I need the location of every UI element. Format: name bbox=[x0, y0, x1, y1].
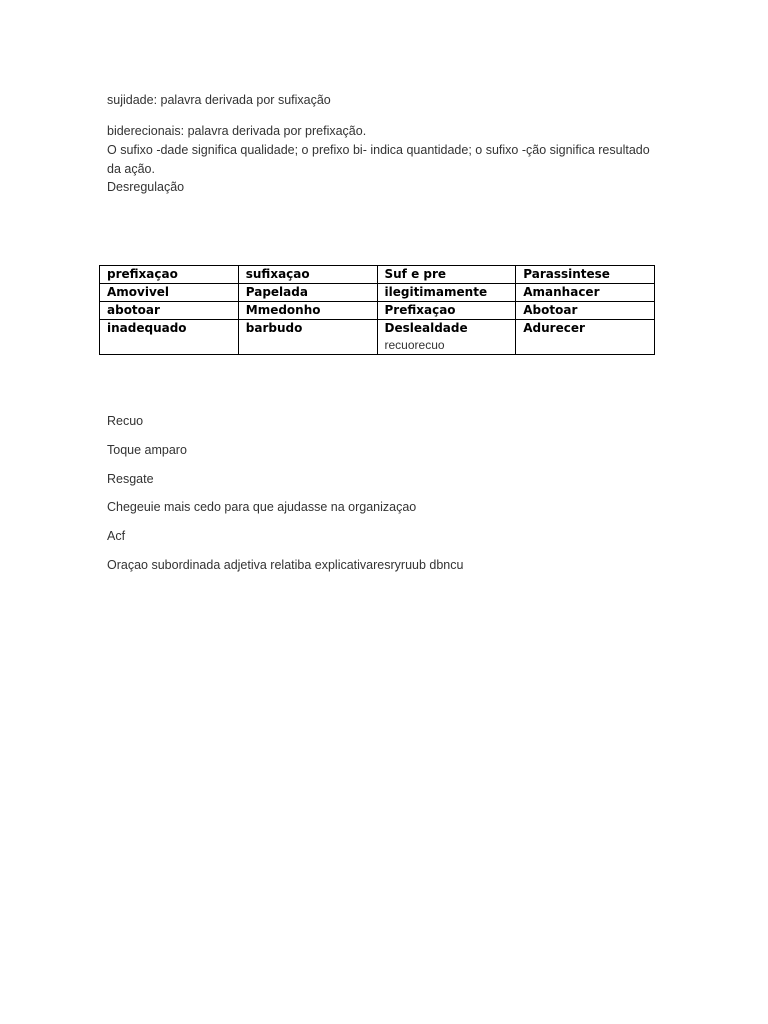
text-line-sujidade: sujidade: palavra derivada por sufixação bbox=[107, 93, 331, 107]
table-row bbox=[100, 320, 655, 355]
text-line-recuo: Recuo bbox=[107, 414, 144, 428]
table-cell: prefixaçao bbox=[100, 266, 239, 284]
table-cell: Mmedonho bbox=[238, 302, 377, 320]
table-cell bbox=[377, 320, 516, 355]
table-cell: Abotoar bbox=[516, 302, 655, 320]
text-line-acf: Acf bbox=[107, 529, 126, 543]
text-line-resgate: Resgate bbox=[107, 472, 154, 486]
table-cell-text: Deslealdade bbox=[384, 321, 468, 335]
table-cell: sufixaçao bbox=[238, 266, 377, 284]
table-row bbox=[100, 302, 655, 320]
table-row bbox=[100, 266, 655, 284]
text-paragraph-sufixo: O sufixo -dade significa qualidade; o prefixo bi- indica quantidade; o sufixo -ção significa resultado da ação. bbox=[107, 143, 650, 176]
text-line-desregulacao: Desregulação bbox=[107, 180, 185, 194]
table-cell: abotoar bbox=[100, 302, 239, 320]
word-formation-table bbox=[99, 265, 655, 355]
text-line-biderecionais: biderecionais: palavra derivada por prefixação. bbox=[107, 124, 367, 138]
table-cell: Amovivel bbox=[100, 284, 239, 302]
text-line-chegeuie: Chegeuie mais cedo para que ajudasse na organizaçao bbox=[107, 500, 417, 514]
text-line-oracao: Oraçao subordinada adjetiva relatiba explicativaresryruub dbncu bbox=[107, 558, 464, 572]
table-cell: inadequado bbox=[100, 320, 239, 355]
table-row bbox=[100, 284, 655, 302]
table-cell: Parassintese bbox=[516, 266, 655, 284]
table-cell: Prefixaçao bbox=[377, 302, 516, 320]
text-line-toque-amparo: Toque amparo bbox=[107, 443, 187, 457]
table-cell: Amanhacer bbox=[516, 284, 655, 302]
table-cell: Suf e pre bbox=[377, 266, 516, 284]
table-cell: Papelada bbox=[238, 284, 377, 302]
table-cell-extra-text: recuorecuo bbox=[384, 338, 445, 352]
table-cell: Adurecer bbox=[516, 320, 655, 355]
table-cell: barbudo bbox=[238, 320, 377, 355]
table-cell: ilegitimamente bbox=[377, 284, 516, 302]
